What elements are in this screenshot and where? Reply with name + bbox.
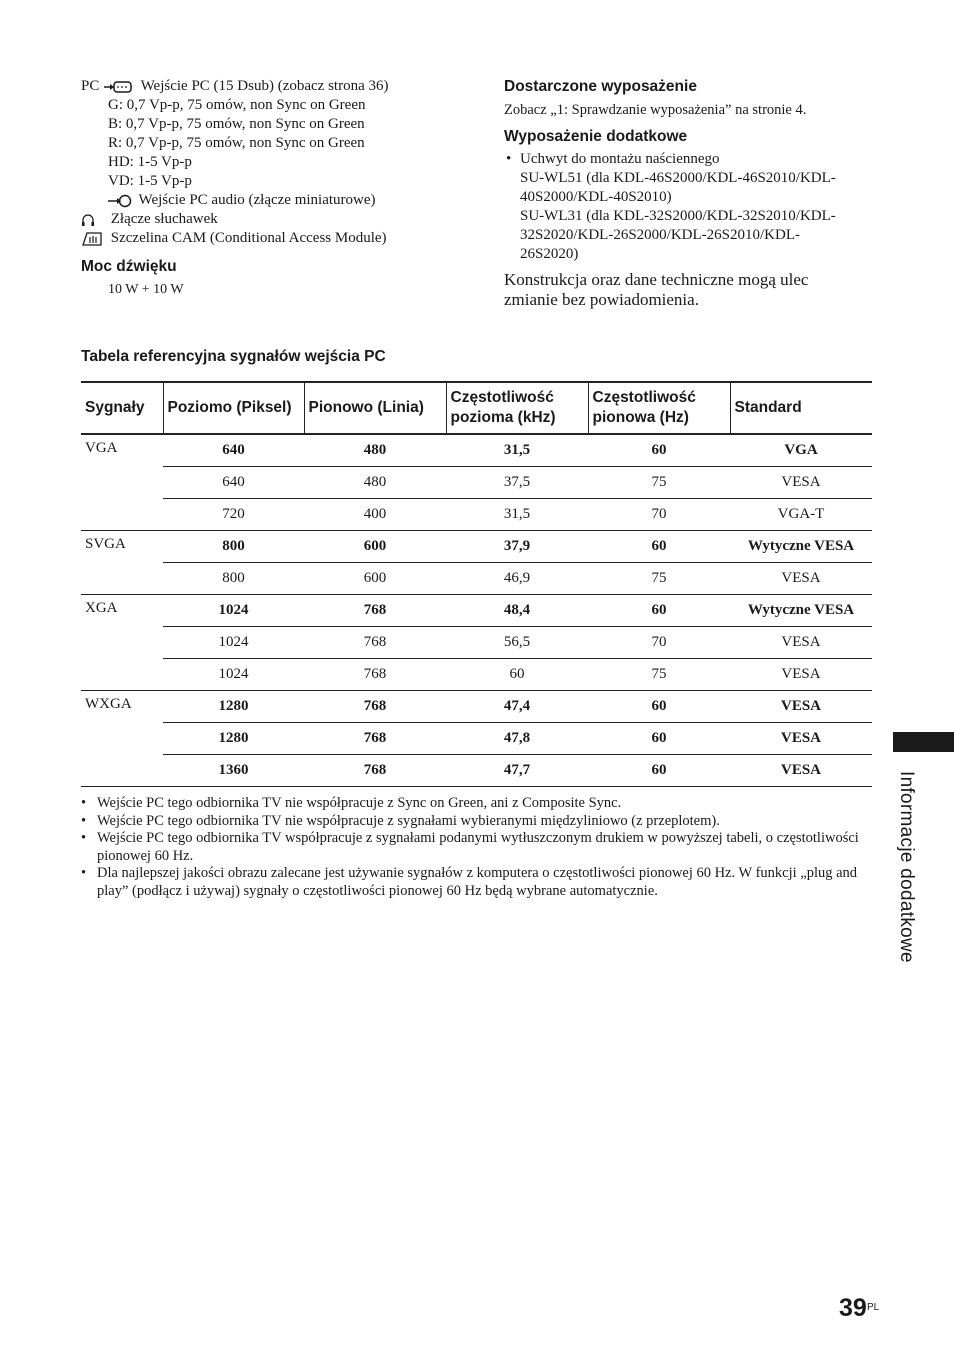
cell-hf: 56,5 bbox=[446, 627, 588, 659]
header-standard: Standard bbox=[730, 382, 872, 434]
accessory-line: 32S2020/KDL-26S2000/KDL-26S2010/KDL- bbox=[520, 227, 800, 243]
audio-input-icon bbox=[107, 194, 133, 208]
cell-h: 1280 bbox=[163, 723, 304, 755]
cell-std: VESA bbox=[730, 659, 872, 691]
signal-reference-table bbox=[81, 381, 872, 787]
table-row bbox=[81, 595, 872, 627]
cell-std: VESA bbox=[730, 467, 872, 499]
note-item bbox=[81, 830, 873, 865]
cam-slot-icon bbox=[81, 231, 103, 247]
cell-hf: 46,9 bbox=[446, 563, 588, 595]
table-row bbox=[81, 499, 872, 531]
section-side-label: Informacje dodatkowe bbox=[896, 771, 917, 963]
table-row bbox=[81, 755, 872, 787]
bullet: • bbox=[506, 151, 512, 167]
pc-audio-text: Wejście PC audio (złącze miniaturowe) bbox=[138, 192, 376, 208]
table-row bbox=[81, 531, 872, 563]
pc-input-icon bbox=[103, 80, 133, 94]
cell-vf: 75 bbox=[588, 659, 730, 691]
cell-hf: 47,7 bbox=[446, 755, 588, 787]
note-text: Dla najlepszej jakości obrazu zalecane jest używanie sygnałów z komputera o częstotliwości pionowej 60 Hz. W funkcji „plug and play” (podłącz i używaj) sygnały o częstotliwości pionowej 60 Hz będą wybrane automatycznie. bbox=[97, 865, 858, 899]
cell-h: 640 bbox=[163, 467, 304, 499]
optional-heading: Wyposażenie dodatkowe bbox=[504, 128, 688, 145]
cell-std: Wytyczne VESA bbox=[730, 531, 872, 563]
cell-v: 768 bbox=[304, 755, 446, 787]
note-text: Wejście PC tego odbiornika TV współpracuje z sygnałami podanymi wytłuszczonym drukiem w powyższej tabeli, o częstotliwości pionowej 60 Hz. bbox=[97, 830, 859, 864]
signal-cell: SVGA bbox=[81, 531, 163, 595]
cell-std: VGA bbox=[730, 434, 872, 467]
cell-v: 768 bbox=[304, 627, 446, 659]
table-row bbox=[81, 563, 872, 595]
table-title: Tabela referencyjna sygnałów wejścia PC bbox=[81, 348, 386, 365]
cell-h: 640 bbox=[163, 434, 304, 467]
spec-g: G: 0,7 Vp-p, 75 omów, non Sync on Green bbox=[108, 97, 366, 113]
page-number: 39 bbox=[839, 1294, 867, 1322]
table-row bbox=[81, 659, 872, 691]
bullet: • bbox=[81, 830, 87, 846]
cell-hf: 60 bbox=[446, 659, 588, 691]
pc-input-line bbox=[81, 77, 388, 96]
cell-std: Wytyczne VESA bbox=[730, 595, 872, 627]
cell-vf: 70 bbox=[588, 499, 730, 531]
cell-h: 1024 bbox=[163, 659, 304, 691]
cell-h: 800 bbox=[163, 531, 304, 563]
spec-vd: VD: 1-5 Vp-p bbox=[108, 173, 192, 189]
cell-hf: 31,5 bbox=[446, 434, 588, 467]
header-signals: Sygnały bbox=[81, 382, 163, 434]
bullet: • bbox=[81, 865, 87, 881]
bullet: • bbox=[81, 812, 87, 829]
cell-vf: 60 bbox=[588, 691, 730, 723]
signal-cell: WXGA bbox=[81, 691, 163, 787]
table-row bbox=[81, 467, 872, 499]
cell-v: 600 bbox=[304, 563, 446, 595]
note-text: Wejście PC tego odbiornika TV nie współpracuje z sygnałami wybieranymi międzyliniowo (z przeplotem). bbox=[97, 812, 720, 829]
cell-vf: 75 bbox=[588, 563, 730, 595]
header-v-freq: Częstotliwość pionowa (Hz) bbox=[588, 382, 730, 434]
spec-b: B: 0,7 Vp-p, 75 omów, non Sync on Green bbox=[108, 116, 365, 132]
cell-vf: 60 bbox=[588, 531, 730, 563]
cell-std: VESA bbox=[730, 723, 872, 755]
cell-v: 480 bbox=[304, 434, 446, 467]
headphones-icon bbox=[81, 213, 95, 227]
cell-vf: 60 bbox=[588, 723, 730, 755]
cell-v: 400 bbox=[304, 499, 446, 531]
cell-vf: 60 bbox=[588, 595, 730, 627]
cell-std: VESA bbox=[730, 627, 872, 659]
note-item bbox=[81, 795, 873, 813]
header-vertical: Pionowo (Linia) bbox=[304, 382, 446, 434]
spec-hd: HD: 1-5 Vp-p bbox=[108, 154, 192, 170]
accessory-line: 40S2000/KDL-40S2010) bbox=[520, 189, 672, 205]
note-text: Wejście PC tego odbiornika TV nie współpracuje z Sync on Green, ani z Composite Sync. bbox=[97, 795, 622, 811]
cell-v: 768 bbox=[304, 723, 446, 755]
spec-r: R: 0,7 Vp-p, 75 omów, non Sync on Green bbox=[108, 135, 365, 151]
cell-std: VESA bbox=[730, 563, 872, 595]
cell-hf: 31,5 bbox=[446, 499, 588, 531]
table-row bbox=[81, 691, 872, 723]
cell-vf: 70 bbox=[588, 627, 730, 659]
supplied-text: Zobacz „1: Sprawdzanie wyposażenia” na stronie 4. bbox=[504, 102, 807, 118]
sound-heading: Moc dźwięku bbox=[81, 258, 177, 275]
disclaimer-line-1: Konstrukcja oraz dane techniczne mogą ulec bbox=[504, 270, 809, 289]
cell-v: 768 bbox=[304, 691, 446, 723]
bullet: • bbox=[81, 795, 87, 811]
table-row bbox=[81, 627, 872, 659]
table-header-row bbox=[81, 382, 872, 434]
cell-v: 600 bbox=[304, 531, 446, 563]
signal-cell: VGA bbox=[81, 434, 163, 531]
cell-hf: 37,5 bbox=[446, 467, 588, 499]
accessory-line: SU-WL31 (dla KDL-32S2000/KDL-32S2010/KDL- bbox=[520, 208, 836, 224]
cell-vf: 60 bbox=[588, 434, 730, 467]
cell-std: VESA bbox=[730, 691, 872, 723]
cam-text: Szczelina CAM (Conditional Access Module) bbox=[110, 230, 387, 246]
cell-h: 720 bbox=[163, 499, 304, 531]
table-row bbox=[81, 434, 872, 467]
table-row bbox=[81, 723, 872, 755]
cell-std: VGA-T bbox=[730, 499, 872, 531]
disclaimer-line-2: zmianie bez powiadomienia. bbox=[504, 290, 699, 309]
accessory-line: SU-WL51 (dla KDL-46S2000/KDL-46S2010/KDL- bbox=[520, 170, 836, 186]
sound-value: 10 W + 10 W bbox=[108, 282, 184, 297]
header-h-freq: Częstotliwość pozioma (kHz) bbox=[446, 382, 588, 434]
cell-std: VESA bbox=[730, 755, 872, 787]
cell-vf: 75 bbox=[588, 467, 730, 499]
cell-hf: 37,9 bbox=[446, 531, 588, 563]
notes-list bbox=[81, 795, 873, 900]
cell-h: 1024 bbox=[163, 595, 304, 627]
note-item bbox=[81, 813, 873, 831]
cell-vf: 60 bbox=[588, 755, 730, 787]
headphones-text: Złącze słuchawek bbox=[110, 211, 218, 227]
cell-v: 480 bbox=[304, 467, 446, 499]
cell-hf: 47,4 bbox=[446, 691, 588, 723]
accessory-line: 26S2020) bbox=[520, 246, 579, 262]
wall-mount-bullet: Uchwyt do montażu naściennego bbox=[520, 151, 720, 167]
pc-input-text: Wejście PC (15 Dsub) (zobacz strona 36) bbox=[140, 78, 389, 94]
signal-cell: XGA bbox=[81, 595, 163, 691]
cell-hf: 47,8 bbox=[446, 723, 588, 755]
cell-hf: 48,4 bbox=[446, 595, 588, 627]
page-language: PL bbox=[867, 1302, 880, 1313]
note-item bbox=[81, 865, 873, 900]
supplied-heading: Dostarczone wyposażenie bbox=[504, 78, 697, 95]
cell-v: 768 bbox=[304, 595, 446, 627]
cell-v: 768 bbox=[304, 659, 446, 691]
cell-h: 1360 bbox=[163, 755, 304, 787]
headphones-line bbox=[81, 210, 218, 229]
cell-h: 1280 bbox=[163, 691, 304, 723]
cell-h: 800 bbox=[163, 563, 304, 595]
section-tab-marker bbox=[893, 732, 954, 752]
pc-label: PC bbox=[81, 78, 100, 94]
header-horizontal: Poziomo (Piksel) bbox=[163, 382, 304, 434]
cam-line bbox=[81, 229, 387, 248]
cell-h: 1024 bbox=[163, 627, 304, 659]
pc-audio-line bbox=[107, 191, 376, 210]
